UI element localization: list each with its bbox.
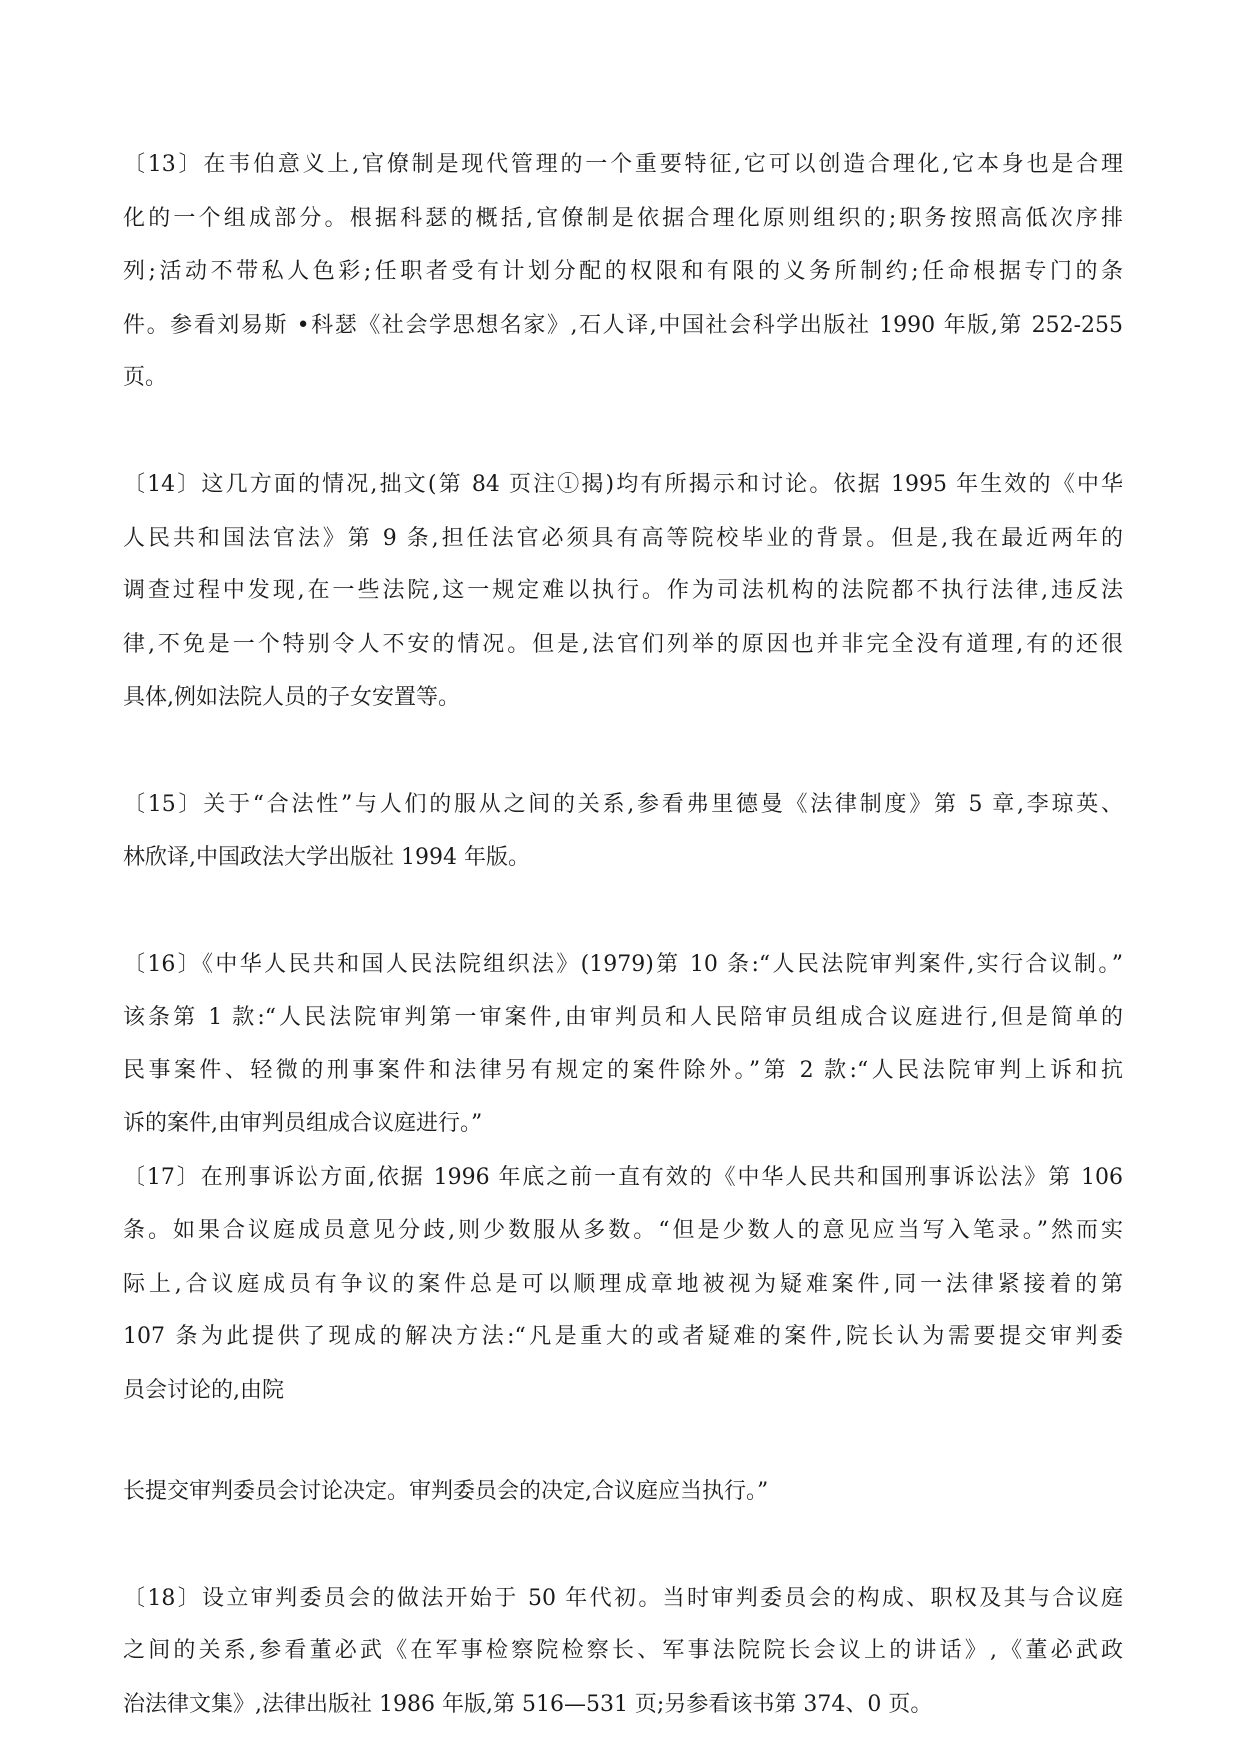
note-14-line-5: 具体,例如法院人员的子女安置等。 xyxy=(123,685,460,711)
note-14-line-2: 人民共和国法官法》第 9 条,担任法官必须具有高等院校毕业的背景。但是,我在最近两年的 xyxy=(123,525,1123,551)
note-13-line-4: 件。参看刘易斯 •科瑟《社会学思想名家》,石人译,中国社会科学出版社 1990 年版,第 252-255 xyxy=(123,312,1123,338)
note-16-line-2: 该条第 1 款:“人民法院审判第一审案件,由审判员和人民陪审员组成合议庭进行,但是简单的 xyxy=(123,1005,1123,1031)
note-17-line-2: 条。如果合议庭成员意见分歧,则少数服从多数。“但是少数人的意见应当写入笔录。”然而实 xyxy=(123,1218,1123,1244)
note-17-line-3: 际上,合议庭成员有争议的案件总是可以顺理成章地被视为疑难案件,同一法律紧接着的第 xyxy=(123,1271,1123,1297)
note-16-line-3: 民事案件、轻微的刑事案件和法律另有规定的案件除外。”第 2 款:“人民法院审判上诉和抗 xyxy=(123,1057,1123,1083)
note-14-line-3: 调查过程中发现,在一些法院,这一规定难以执行。作为司法机构的法院都不执行法律,违反法 xyxy=(123,578,1123,604)
note-14-line-1: 〔14〕这几方面的情况,拙文(第 84 页注①揭)均有所揭示和讨论。依据 1995 年生效的《中华 xyxy=(123,472,1123,498)
note-17-line-4: 107 条为此提供了现成的解决方法:“凡是重大的或者疑难的案件,院长认为需要提交审判委 xyxy=(123,1324,1123,1350)
note-17-line-1: 〔17〕在刑事诉讼方面,依据 1996 年底之前一直有效的《中华人民共和国刑事诉讼法》第 106 xyxy=(123,1164,1123,1190)
note-14-line-4: 律,不免是一个特别令人不安的情况。但是,法官们列举的原因也并非完全没有道理,有的还很 xyxy=(123,631,1123,657)
note-13-line-3: 列;活动不带私人色彩;任职者受有计划分配的权限和有限的义务所制约;任命根据专门的条 xyxy=(123,259,1123,284)
note-15-line-2: 林欣译,中国政法大学出版社 1994 年版。 xyxy=(123,844,530,870)
note-18-line-1: 〔18〕设立审判委员会的做法开始于 50 年代初。当时审判委员会的构成、职权及其与合议庭 xyxy=(123,1585,1123,1611)
note-17-line-6: 长提交审判委员会讨论决定。审判委员会的决定,合议庭应当执行。” xyxy=(123,1478,769,1504)
note-15-line-1: 〔15〕关于“合法性”与人们的服从之间的关系,参看弗里德曼《法律制度》第 5 章,李琼英、 xyxy=(123,792,1123,818)
note-18-line-3: 治法律文集》,法律出版社 1986 年版,第 516—531 页;另参看该书第 374、0 页。 xyxy=(123,1692,933,1717)
note-18-line-2: 之间的关系,参看董必武《在军事检察院检察长、军事法院院长会议上的讲话》,《董必武政 xyxy=(123,1638,1123,1664)
note-17-line-5: 员会讨论的,由院 xyxy=(123,1377,284,1403)
note-16-line-1: 〔16〕《中华人民共和国人民法院组织法》(1979)第 10 条:“人民法院审判案件,实行合议制。” xyxy=(123,951,1123,977)
note-13-line-2: 化的一个组成部分。根据科瑟的概括,官僚制是依据合理化原则组织的;职务按照高低次序排 xyxy=(123,205,1123,231)
note-16-line-4: 诉的案件,由审判员组成合议庭进行。” xyxy=(123,1111,483,1137)
note-13-line-1: 〔13〕在韦伯意义上,官僚制是现代管理的一个重要特征,它可以创造合理化,它本身也是合理 xyxy=(123,152,1123,177)
note-13-line-5: 页。 xyxy=(123,365,168,391)
